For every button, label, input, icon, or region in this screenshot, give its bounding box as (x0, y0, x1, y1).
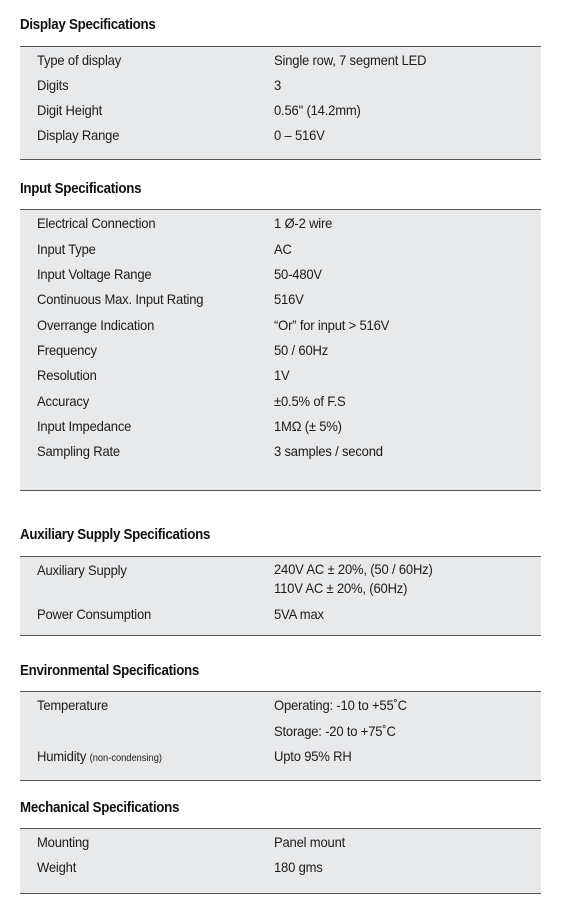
section-title-display: Display Specifications (20, 17, 156, 33)
spec-value: 5VA max (274, 606, 324, 622)
spec-value: 516V (274, 291, 304, 307)
spec-value: AC (274, 241, 292, 257)
table-row (20, 239, 541, 259)
spec-label: Input Voltage Range (37, 266, 152, 282)
spec-label-note: (non-condensing) (89, 753, 162, 764)
spec-label: Continuous Max. Input Rating (37, 291, 204, 307)
spec-label: Sampling Rate (37, 443, 120, 459)
table-row (20, 721, 541, 741)
spec-value: Upto 95% RH (274, 748, 352, 764)
table-row (20, 213, 541, 233)
spec-value: Panel mount (274, 834, 346, 850)
spec-value: 1MΩ (± 5%) (274, 418, 342, 434)
table-row (20, 340, 541, 360)
table-row (20, 50, 541, 70)
spec-table-environmental (20, 691, 541, 781)
spec-value: “Or” for input > 516V (274, 317, 390, 333)
spec-label-humidity (37, 746, 162, 769)
spec-label: Type of display (37, 52, 122, 68)
table-row (20, 832, 541, 852)
table-row (20, 100, 541, 120)
spec-label: Humidity (37, 748, 87, 764)
spec-table-input (20, 209, 541, 491)
spec-value: 0 – 516V (274, 127, 325, 143)
spec-label: Overrange Indication (37, 317, 155, 333)
section-title-auxiliary: Auxiliary Supply Specifications (20, 527, 211, 543)
spec-value: 3 (274, 77, 282, 93)
spec-label: Mounting (37, 834, 90, 850)
spec-label: Input Type (37, 241, 96, 257)
table-row (20, 695, 541, 715)
spec-label: Power Consumption (37, 606, 152, 622)
table-row (20, 746, 541, 766)
table-row (20, 125, 541, 145)
spec-table-display (20, 46, 541, 160)
spec-table-mechanical (20, 828, 541, 894)
spec-label: Digits (37, 77, 69, 93)
table-row (20, 416, 541, 436)
spec-label: Display Range (37, 127, 120, 143)
section-title-environmental: Environmental Specifications (20, 663, 200, 679)
spec-value: 240V AC ± 20%, (50 / 60Hz) (274, 561, 433, 577)
spec-value: 0.56" (14.2mm) (274, 102, 361, 118)
spec-value: 50-480V (274, 266, 322, 282)
spec-label: Resolution (37, 367, 97, 383)
spec-label: Temperature (37, 697, 109, 713)
table-row (20, 857, 541, 877)
spec-value: 3 samples / second (274, 443, 383, 459)
table-row (20, 604, 541, 624)
spec-label: Frequency (37, 342, 97, 358)
spec-label: Electrical Connection (37, 215, 156, 231)
spec-value: 110V AC ± 20%, (60Hz) (274, 580, 408, 596)
table-row (20, 75, 541, 95)
spec-value: 1 Ø-2 wire (274, 215, 333, 231)
table-row (20, 391, 541, 411)
spec-value: 180 gms (274, 859, 323, 875)
spec-label: Input Impedance (37, 418, 132, 434)
spec-value: 50 / 60Hz (274, 342, 329, 358)
spec-value: ±0.5% of F.S (274, 393, 346, 409)
table-row (20, 560, 541, 600)
spec-value: Single row, 7 segment LED (274, 52, 427, 68)
table-row (20, 264, 541, 284)
spec-label: Auxiliary Supply (37, 562, 127, 578)
spec-value: Operating: -10 to +55˚C (274, 697, 407, 713)
section-title-mechanical: Mechanical Specifications (20, 800, 180, 816)
spec-value: Storage: -20 to +75˚C (274, 723, 396, 739)
spec-value: 1V (274, 367, 290, 383)
table-row (20, 365, 541, 385)
spec-label: Digit Height (37, 102, 103, 118)
spec-label: Accuracy (37, 393, 90, 409)
spec-table-auxiliary (20, 556, 541, 636)
table-row (20, 315, 541, 335)
table-row (20, 441, 541, 461)
table-row (20, 289, 541, 309)
section-title-input: Input Specifications (20, 181, 142, 197)
spec-label: Weight (37, 859, 77, 875)
